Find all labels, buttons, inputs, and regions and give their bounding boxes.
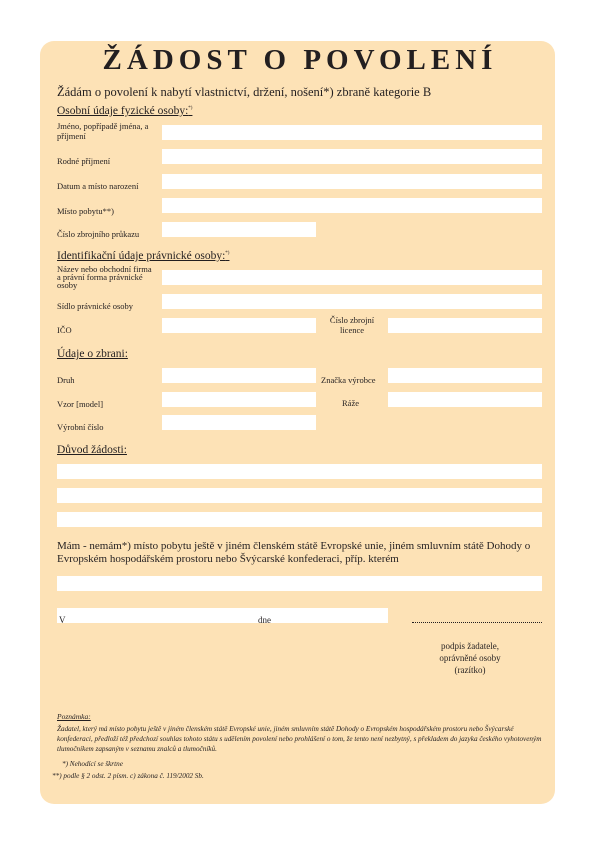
serial-field[interactable] [162,415,316,430]
signature-caption: podpis žadatele, oprávněné osoby (razítko) [439,641,501,675]
label-gun-license: Číslo zbrojního průkazu [57,229,140,239]
form-subtitle: Žádám o povolení k nabytí vlastnictví, držení, nošení*) zbraně kategorie B [57,85,432,99]
section-reason-heading: Důvod žádosti: [57,444,127,456]
model-field[interactable] [162,392,316,407]
note-star2: **) podle § 2 odst. 2 písm. c) zákona č. 119/2002 Sb. [52,772,204,780]
caliber-field[interactable] [388,392,542,407]
signature-line[interactable] [412,616,542,623]
reason-line-2[interactable] [57,488,542,503]
label-company-seat: Sídlo právnické osoby [57,301,134,311]
reason-line-1[interactable] [57,464,542,479]
label-ico: IČO [57,325,72,335]
label-manufacturer: Značka výrobce [321,375,376,385]
birth-date-place-field[interactable] [162,174,542,189]
form-title: ŽÁDOST O POVOLENÍ [102,44,498,76]
residence-question: Mám - nemám*) místo pobytu ještě v jiném členském státě Evropské unie, jiném smluvním státě Dohody o Evropském hospodářském prostoru nebo Švýcarské konfederaci, příp. kterém [57,540,531,565]
manufacturer-field[interactable] [388,368,542,383]
notes-title: Poznámka: [57,712,91,721]
label-date: dne [258,615,271,625]
label-type: Druh [57,375,75,385]
name-field[interactable] [162,125,542,140]
label-caliber: Ráže [342,398,359,408]
reason-line-3[interactable] [57,512,542,527]
birth-surname-field[interactable] [162,149,542,164]
place-date-field[interactable] [57,608,388,623]
section-legal-heading: Identifikační údaje právnické osoby:*) [57,250,230,262]
label-name: Jméno, popřípadě jména, a příjmení [57,121,149,141]
residence-state-field[interactable] [57,576,542,591]
company-name-field[interactable] [162,270,542,285]
label-residence: Místo pobytu**) [57,206,114,216]
type-field[interactable] [162,368,316,383]
company-seat-field[interactable] [162,294,542,309]
label-birth-surname: Rodné příjmení [57,156,111,166]
gun-license-field[interactable] [162,222,316,237]
label-model: Vzor [model] [57,399,104,409]
label-company-name: Název nebo obchodní firma a právní forma právnické osoby [57,264,152,290]
label-serial: Výrobní číslo [57,422,104,432]
section-personal-heading: Osobní údaje fyzické osoby:*) [57,105,193,117]
section-weapon-heading: Údaje o zbrani: [57,348,128,360]
label-license-no: Číslo zbrojní licence [329,315,375,335]
residence-field[interactable] [162,198,542,213]
ico-field[interactable] [162,318,316,333]
note-star1: *) Nehodící se škrtne [62,760,123,768]
label-place: V [59,615,66,625]
notes-text: Žadatel, který má místo pobytu ještě v jiném členském státě Evropské unie, jiném smluvním státě Dohody o Evropském hospodářském prostoru nebo Švýcarské konfederaci, předloží též předchozí souhlas tohoto státu s udělením povolení nebo prohlášení o tom, že tento není nezbytný, s překladem do jazyka českého vyhotoveným tlumočníkem zapsaným v seznamu znalců a tlumočníků. [57,725,542,754]
label-birth-date-place: Datum a místo narození [57,181,139,191]
license-no-field[interactable] [388,318,542,333]
